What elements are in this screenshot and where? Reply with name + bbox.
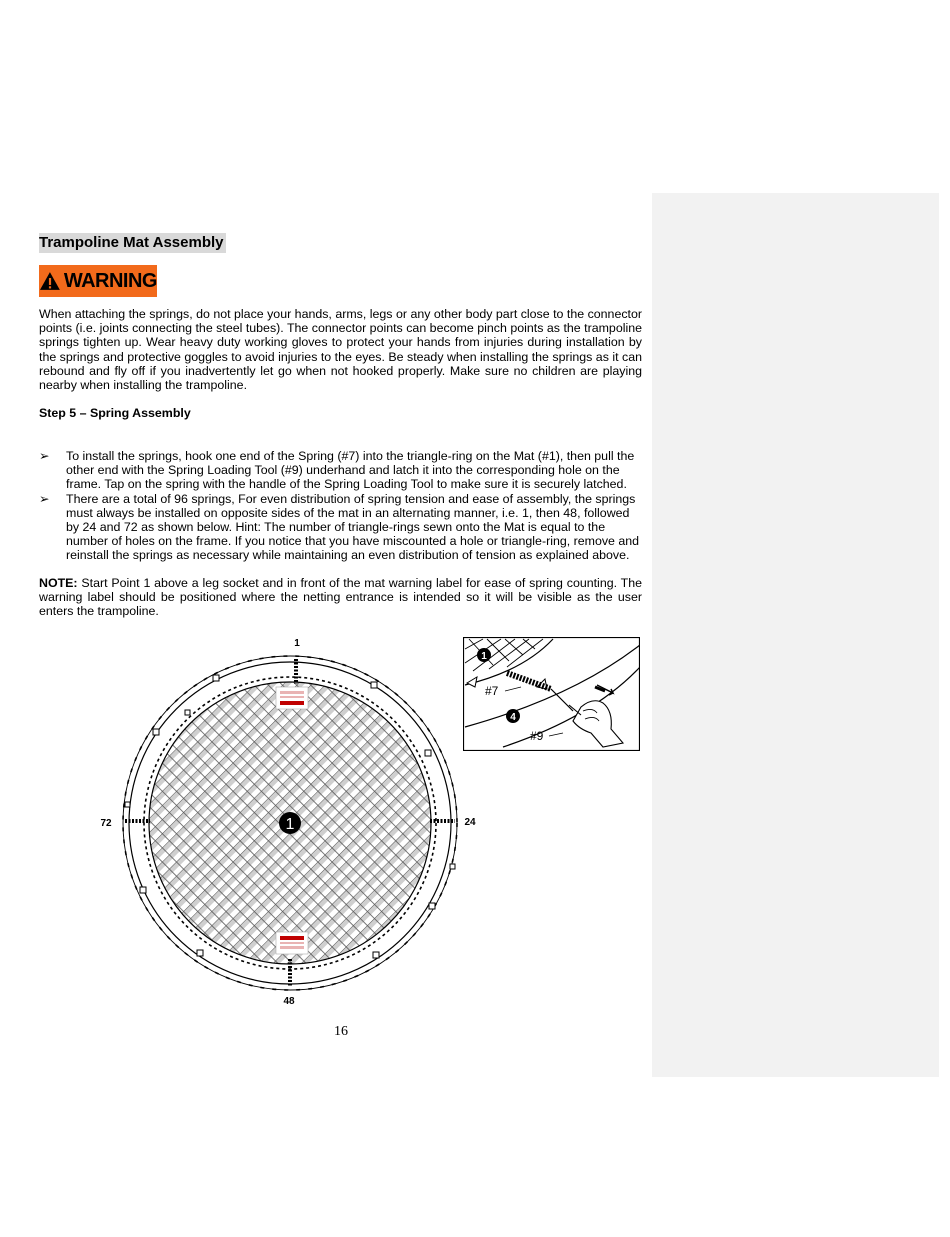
warning-badge bbox=[39, 265, 157, 297]
position-label-top: 1 bbox=[294, 638, 300, 649]
warning-label: WARNING bbox=[63, 269, 157, 292]
section-heading: Trampoline Mat Assembly bbox=[39, 234, 224, 251]
arrow-bullet-icon: ➢ bbox=[39, 491, 50, 506]
arrow-bullet-icon: ➢ bbox=[39, 449, 50, 463]
trampoline-diagram bbox=[95, 632, 485, 1012]
mat-warning-label-top bbox=[276, 687, 308, 709]
list-item bbox=[39, 449, 642, 492]
spring-part-label: #7 bbox=[485, 684, 499, 698]
position-label-left: 72 bbox=[100, 818, 112, 829]
mat-callout-number: 1 bbox=[285, 816, 295, 833]
note-label: NOTE: bbox=[39, 576, 78, 590]
position-label-bottom: 48 bbox=[283, 996, 295, 1007]
position-label-right: 24 bbox=[464, 817, 476, 828]
note-text: Start Point 1 above a leg socket and in front of the mat warning label for ease of spring counting. The warning label should be positioned where the netting entrance is intended so it will be visible as the user enters the trampoline. bbox=[39, 576, 642, 619]
page-number: 16 bbox=[334, 1024, 348, 1039]
note-paragraph bbox=[39, 576, 642, 619]
spring-install-inset bbox=[463, 637, 640, 751]
tool-part-label: #9 bbox=[530, 729, 544, 743]
list-item bbox=[39, 492, 642, 563]
instruction-list bbox=[39, 449, 642, 563]
list-item-text: To install the springs, hook one end of the Spring (#7) into the triangle-ring on the Mat (#1), then pull the other end with the Spring Loading Tool (#9) underhand and latch it into the corresponding hole on the frame. Tap on the spring with the handle of the Spring Loading Tool to make sure it is securely latched. bbox=[66, 449, 635, 492]
step-title: Step 5 – Spring Assembly bbox=[39, 406, 191, 420]
warning-paragraph: When attaching the springs, do not place your hands, arms, legs or any other body part close to the connector points (i.e. joints connecting the steel tubes). The connector points can become pinch points as the trampoline springs tighten up. Wear heavy duty working gloves to protect your hands from injuries during installation by the springs and protective goggles to avoid injuries to the eyes. Be steady when installing the springs as it can rebound and fly off if you inadvertently let go when not hooked properly. Make sure no children are playing nearby when installing the trampoline. bbox=[39, 307, 642, 393]
warning-triangle-icon bbox=[39, 271, 61, 291]
comment-margin-panel bbox=[652, 193, 939, 1077]
inset-callout-mat: 1 bbox=[481, 651, 487, 662]
inset-callout-frame: 4 bbox=[510, 712, 516, 723]
mat-warning-label-bottom bbox=[276, 932, 308, 954]
list-item-text: There are a total of 96 springs, For even distribution of spring tension and ease of assembly, the springs must always be installed on opposite sides of the mat in an alternating manner, i.e. 1, then 48, followed by 24 and 72 as shown below. Hint: The number of triangle-rings sewn onto the Mat is equal to the number of holes on the frame. If you notice that you have miscounted a hole or triangle-ring, remove and reinstall the springs as necessary while maintaining an even distribution of tension as explained above. bbox=[66, 491, 640, 563]
